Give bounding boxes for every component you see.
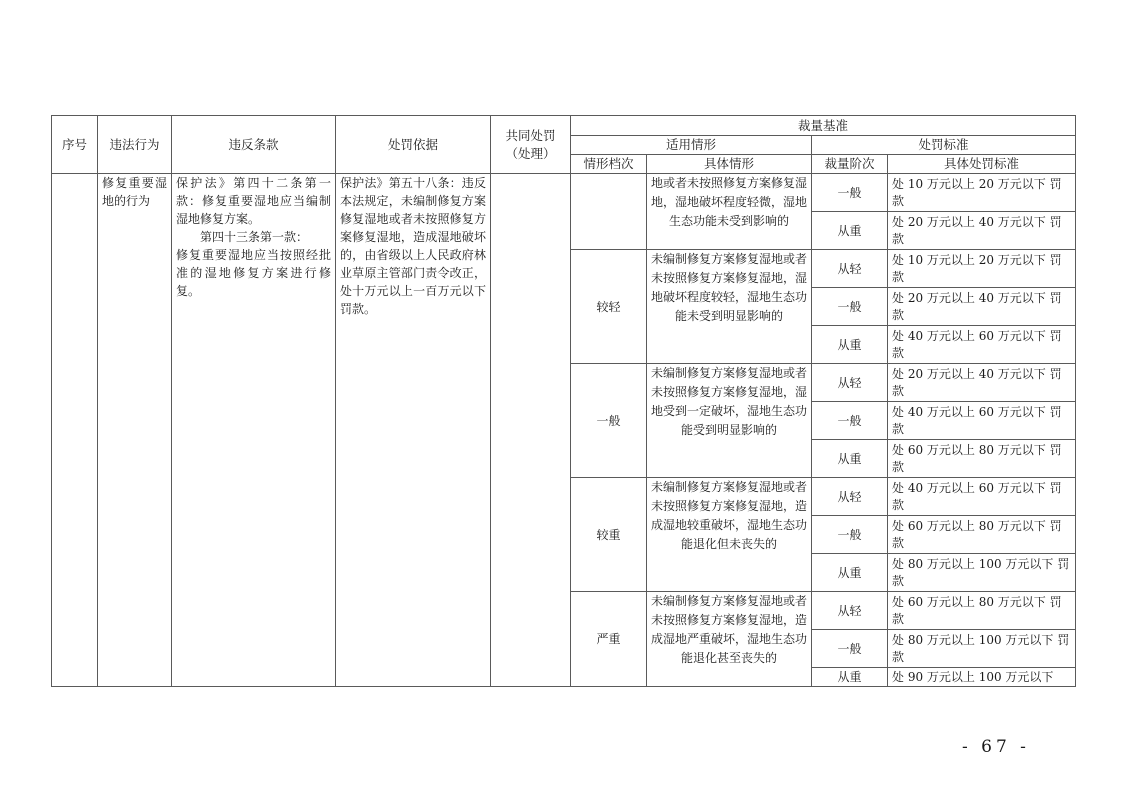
cell-discretion-level: 一般 — [812, 630, 888, 668]
cell-specific-circumstance: 未编制修复方案修复湿地或者未按照修复方案修复湿地，湿地破坏程度较轻，湿地生态功能未受到明显影响的 — [647, 250, 812, 364]
violated-clause-part-3: 修复重要湿地应当按照经批准的湿地修复方案进行修复。 — [176, 248, 331, 298]
cell-specific-penalty: 处 80 万元以上 100 万元以下 罚款 — [888, 554, 1076, 592]
cell-discretion-level: 一般 — [812, 288, 888, 326]
header-joint-penalty: 共同处罚（处理） — [491, 116, 571, 174]
table-row — [52, 174, 1076, 212]
cell-discretion-level: 一般 — [812, 402, 888, 440]
cell-specific-penalty: 处 60 万元以上 80 万元以下 罚款 — [888, 592, 1076, 630]
cell-specific-penalty: 处 10 万元以上 20 万元以下 罚款 — [888, 174, 1076, 212]
cell-discretion-level: 从轻 — [812, 364, 888, 402]
header-penalty-standard: 处罚标准 — [812, 136, 1076, 155]
cell-specific-penalty: 处 10 万元以上 20 万元以下 罚款 — [888, 250, 1076, 288]
cell-joint-penalty — [491, 174, 571, 687]
header-specific-penalty: 具体处罚标准 — [888, 155, 1076, 174]
cell-discretion-level: 从重 — [812, 668, 888, 687]
cell-seq — [52, 174, 98, 687]
cell-specific-circumstance: 未编制修复方案修复湿地或者未按照修复方案修复湿地，造成湿地严重破坏，湿地生态功能退化甚至丧失的 — [647, 592, 812, 687]
cell-specific-circumstance: 地或者未按照修复方案修复湿地，湿地破坏程度轻微，湿地生态功能未受到影响的 — [647, 174, 812, 250]
cell-discretion-level: 从重 — [812, 212, 888, 250]
violated-clause-part-2: 第四十三条第一款： — [200, 230, 309, 244]
cell-discretion-level: 从重 — [812, 554, 888, 592]
header-behavior: 违法行为 — [98, 116, 172, 174]
header-specific-circumstance: 具体情形 — [647, 155, 812, 174]
cell-specific-penalty: 处 90 万元以上 100 万元以下 — [888, 668, 1076, 687]
header-seq: 序号 — [52, 116, 98, 174]
cell-specific-penalty: 处 60 万元以上 80 万元以下 罚款 — [888, 516, 1076, 554]
cell-discretion-level: 一般 — [812, 174, 888, 212]
cell-specific-circumstance: 未编制修复方案修复湿地或者未按照修复方案修复湿地，湿地受到一定破坏，湿地生态功能受到明显影响的 — [647, 364, 812, 478]
cell-circumstance-level: 一般 — [571, 364, 647, 478]
cell-circumstance-level — [571, 174, 647, 250]
header-applicable-circumstance: 适用情形 — [571, 136, 812, 155]
cell-circumstance-level: 较轻 — [571, 250, 647, 364]
page-number: - 67 - — [962, 737, 1030, 757]
cell-specific-penalty: 处 40 万元以上 60 万元以下 罚款 — [888, 326, 1076, 364]
cell-discretion-level: 从重 — [812, 440, 888, 478]
cell-specific-penalty: 处 80 万元以上 100 万元以下 罚款 — [888, 630, 1076, 668]
cell-discretion-level: 从轻 — [812, 478, 888, 516]
cell-specific-penalty: 处 20 万元以上 40 万元以下 罚款 — [888, 212, 1076, 250]
cell-circumstance-level: 较重 — [571, 478, 647, 592]
cell-specific-penalty: 处 20 万元以上 40 万元以下 罚款 — [888, 364, 1076, 402]
cell-violated-clause — [172, 174, 336, 687]
cell-circumstance-level: 严重 — [571, 592, 647, 687]
cell-specific-circumstance: 未编制修复方案修复湿地或者未按照修复方案修复湿地，造成湿地较重破坏，湿地生态功能退化但未丧失的 — [647, 478, 812, 592]
header-circumstance-level: 情形档次 — [571, 155, 647, 174]
cell-behavior: 修复重要湿地的行为 — [98, 174, 172, 687]
violated-clause-part-1: 保护法》第四十二条第一款：修复重要湿地应当编制湿地修复方案。 — [176, 176, 331, 226]
cell-discretion-level: 从轻 — [812, 250, 888, 288]
cell-specific-penalty: 处 40 万元以上 60 万元以下 罚款 — [888, 402, 1076, 440]
header-discretion-standard: 裁量基准 — [571, 116, 1076, 136]
cell-specific-penalty: 处 40 万元以上 60 万元以下 罚款 — [888, 478, 1076, 516]
header-violated-clause: 违反条款 — [172, 116, 336, 174]
cell-discretion-level: 从轻 — [812, 592, 888, 630]
header-penalty-basis: 处罚依据 — [336, 116, 491, 174]
cell-specific-penalty: 处 20 万元以上 40 万元以下 罚款 — [888, 288, 1076, 326]
cell-specific-penalty: 处 60 万元以上 80 万元以下 罚款 — [888, 440, 1076, 478]
header-discretion-level: 裁量阶次 — [812, 155, 888, 174]
discretion-table — [51, 115, 1076, 687]
cell-penalty-basis: 保护法》第五十八条：违反本法规定，未编制修复方案修复湿地或者未按照修复方案修复湿地，造成湿地破坏的，由省级以上人民政府林业草原主管部门责令改正，处十万元以上一百万元以下罚款。 — [336, 174, 491, 687]
cell-discretion-level: 从重 — [812, 326, 888, 364]
cell-discretion-level: 一般 — [812, 516, 888, 554]
